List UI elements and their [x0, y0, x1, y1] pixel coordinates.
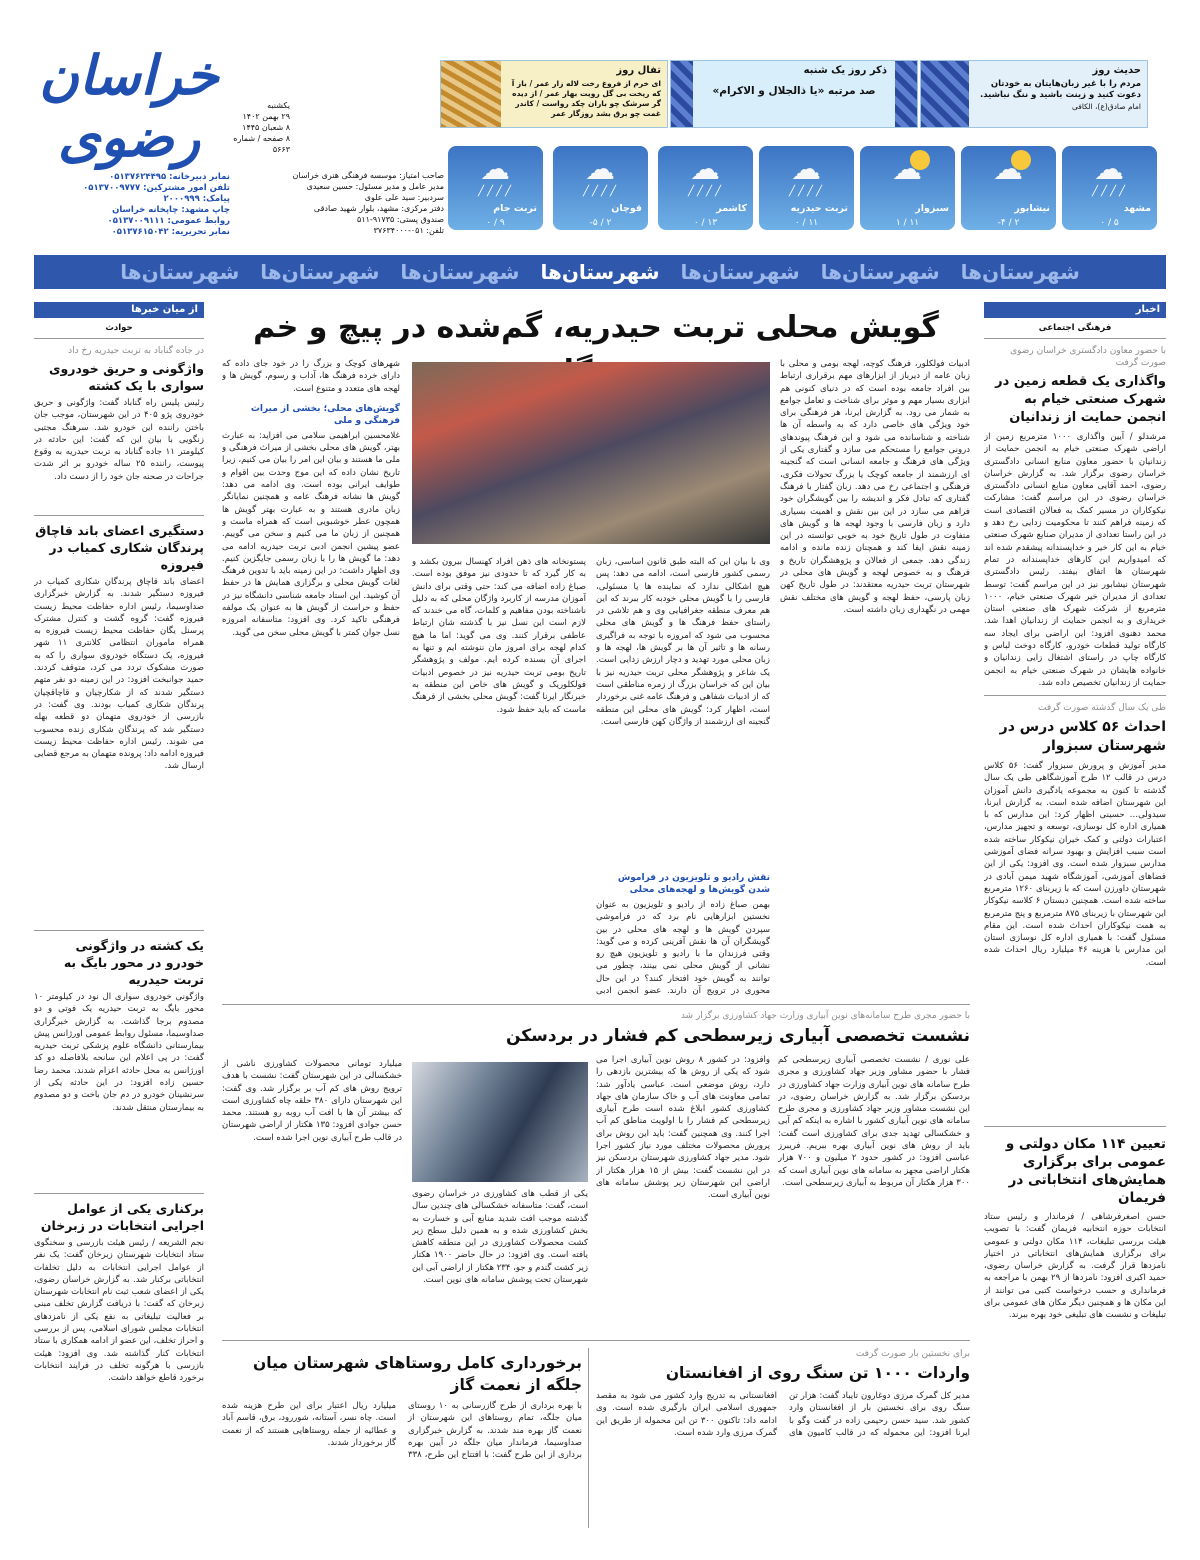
- contact-info: [30, 172, 230, 238]
- lead-subhead: گویش‌های محلی؛ بخشی از میراث فرهنگی و ملی: [250, 403, 400, 426]
- colophon-line: صندوق پستی: ۹۱۷۳۵-۵۱۱: [357, 215, 444, 224]
- article-body: با بهره برداری از طرح گازرسانی به ۱۰ روستای میان جلگه، تمام روستاهای این شهرستان از نعمت گاز بهره مند شدند. به گزارش خبرگزاری صداوسیما، فرماندار میان جلگه در آیین بهره برداری از این طرح گفت: با افتتاح این طرح، ۳۳۸ میلیارد ریال اعتبار برای این طرح هزینه شده است. چاه نسر، آستانه، شوررود، برق، قاسم آباد و عطائیه از جمله روستاهایی هستند که از نعمت گاز برخوردار شدند.: [222, 1401, 582, 1461]
- banner-label: شهرستان‌ها: [400, 260, 520, 284]
- contact-line: روابط عمومی: ۰۵۱۳۷۰۰۹۱۱۱: [107, 216, 230, 226]
- zekr-text: صد مرتبه «یا ذالجلال و الاکرام»: [712, 85, 876, 97]
- section-tag: حوادث: [105, 323, 133, 333]
- weather-card: ☁ ╱╱╱╱ تربت جام ۰ / ۹: [448, 146, 543, 230]
- colophon-line: سردبیر: سید علی علوی: [364, 193, 444, 202]
- weather-city: مشهد: [1123, 203, 1151, 214]
- weather-city: کاشمر: [716, 203, 747, 214]
- divider: [588, 1348, 589, 1528]
- contact-line: نمابر دبیرخانه: ۰۵۱۳۷۶۲۴۴۹۵: [109, 172, 230, 182]
- weather-city: سبزوار: [915, 203, 949, 214]
- article-title[interactable]: نشست تخصصی آبیاری زیرسطحی کم فشار در بردسکن: [505, 1026, 970, 1046]
- article-title[interactable]: احداث ۵۶ کلاس درس در شهرستان سبزوار: [999, 719, 1166, 754]
- article-title[interactable]: یک کشته در واژگونی خودرو در محور بایگ به تربت حیدریه: [63, 938, 204, 987]
- calligraphy-icon: [441, 61, 501, 128]
- weather-city: قوچان: [611, 203, 642, 214]
- article-kicker: در جاده گناباد به تربت حیدریه رخ داد: [68, 346, 204, 356]
- issue-date-hijri: ۸ شعبان ۱۴۴۵: [242, 123, 290, 132]
- contact-line: نمابر تحریریه: ۰۵۱۳۷۶۱۵۰۴۲: [111, 227, 230, 237]
- article-kicker: با حضور مجری طرح سامانه‌های نوین آبیاری وزارت جهاد کشاورزی برگزار شد: [680, 1011, 970, 1021]
- rain-icon: ☁: [1094, 152, 1124, 187]
- weather-card: ☁ ╱╱╱╱ تربت حیدریه ۰ / ۱۱: [759, 146, 854, 230]
- banner-label: شهرستان‌ها: [960, 260, 1080, 284]
- article-body: مدیر آموزش و پرورش سبزوار گفت: ۵۶ کلاس درس در قالب ۱۲ طرح آموزشگاهی طی یک سال گذشته تا کنون به مجموعه یادگیری دانش آموزان این شهرستان اضافه شده است. به گزارش ایرنا، سیدولی… حسینی اظهار کرد: این مدارس که با همیاری اداره کل نوسازی، توسعه و تجهیز مدارس، اعتبارات دولتی و کمک خیران نیکوکار ساخته شده است سبب افزایش و بهبود سرانه فضای آموزشی مدارس سبزوار شده است. وی افزود: یکی از این فضاهای آموزشی، آموزشگاه شهید میمن آبادی در شهرستان داورزن است که با زیربنای ۱۲۶۰ مترمربع ساخته شده است. همچنین دبستان ۶ کلاسه نیکوکار این شهرستان با زیربنای ۸۷۵ مترمربع و پنج مترمربع به همت نیکوکاران احداث شده است. این مقام مسئول گفت: با همیاری اداره کل نوسازی استان این مدارس با هزینه ۴۶ میلیارد ریال احداث شده است.: [984, 761, 1166, 968]
- rain-icon: ☁: [791, 152, 821, 187]
- weather-temp: ۰ / ۱۳: [693, 218, 718, 228]
- weather-temp: -۵ / ۲: [589, 218, 612, 228]
- sun-cloud-icon: ☁: [892, 152, 922, 187]
- left-column: [34, 302, 204, 1467]
- divider: [222, 1340, 970, 1341]
- ornament-icon: [921, 61, 969, 128]
- contact-line: تلفن امور مشترکین: ۰۵۱۳۷۰۰۹۷۷۷: [83, 183, 230, 193]
- lead-body-col: ادبیات فولکلور، فرهنگ کوچه، لهجه بومی و محلی با زبان عامه از دیرباز از ابزارهای مهم برقراری ارتباط بین افراد جامعه بوده است که در دنیای کنونی هم ابزاری بسیار مهم و موثر برای شناخت و تعامل جوامع به شمار می رود. به گزارش ایرنا، هر فرهنگی برای خود ویژگی های خاصی دارد که به واسطه آن ها شناخته و شناسانده می شود و این فرهنگ پیوندهای درونی جوامع را مستحکم می سازد و گفتاری یکی از ویژگی های فرهنگ و جامعه انسانی است که گنجینه ای ارزشمند از جامعه کوچک یا بزرگ تحولات فکری، فرهنگی و اجتماعی رخ می دهد. زبان گفتار با فرهنگ گفتاری که تبادل فکر و اندیشه را بین گویشگران خود فراهم می سازد در این بین نقش و اهمیت بسیاری دارد و زبان فارسی با وجود لهجه ها و گویش های متفاوت در طول تاریخ خود به خوبی توانسته در این زمینه نقش ایفا کند و همچنان زنده مانده و ادامه زندگی دهد. جمعی از فعالان و پژوهشگران تاریخ و فرهنگ و به خصوص لهجه و گویش های محلی در شهرستان تربت حیدریه معتقدند: در طول تاریخ کهن زبان پارسی، حفظ لهجه و گویش های مختلف نقش مهمی در نگهداری زبان داشته است.: [780, 359, 970, 615]
- lead-headline[interactable]: گویش محلی تربت حیدریه، گم‌شده در پیچ و خم: [253, 310, 939, 345]
- colophon-line: صاحب امتیاز: موسسه فرهنگی هنری خراسان: [292, 171, 444, 180]
- hadith-box: [920, 60, 1148, 128]
- article-kicker: با حضور معاون دادگستری خراسان رضوی صورت گرفت: [1010, 346, 1166, 368]
- weather-card: ☁ ╱╱╱╱ مشهد ۰ / ۵: [1062, 146, 1157, 230]
- lead-subhead: نقش رادیو و تلویزیون در فراموش شدن گویش‌ها و لهجه‌های محلی: [617, 873, 770, 895]
- banner-label-active: شهرستان‌ها: [540, 260, 660, 284]
- banner-label: شهرستان‌ها: [260, 260, 380, 284]
- issue-day: یکشنبه: [267, 101, 290, 110]
- hadith-title: حدیث روز: [1092, 65, 1141, 76]
- right-column: [984, 302, 1166, 1511]
- sun-cloud-icon: ☁: [993, 152, 1023, 187]
- lead-body-col: شهرهای کوچک و بزرگ را در خود جای داده که دارای خرده فرهنگ ها، آداب و رسوم، گویش ها و لهجه های متعدد و متنوع است.: [222, 359, 400, 394]
- contact-line: چاپ مشهد: چاپخانه خراسان: [112, 205, 230, 215]
- article-title[interactable]: برخورداری کامل روستاهای شهرستان میان جلگه از نعمت گاز: [253, 1354, 582, 1394]
- colophon: [238, 170, 444, 236]
- article-body: یکی از قطب های کشاورزی در خراسان رضوی است، گفت: متاسفانه خشکسالی های چندین سال گذشته موجب افت شدید منابع آبی و خسارت به بخش کشاورزی شده و به همین دلیل سطح زیر کشت محصولات کشاورزی در این منطقه کاهش یافته است. وی افزود: در حال حاضر ۱۹۰۰ هکتار زیر کشت گندم و جو، ۲۳۴ هکتار از اراضی آبی این شهرستان تحت پوشش سامانه های نوین است.: [412, 1189, 588, 1286]
- weather-temp: ۰ / ۵: [1100, 218, 1119, 228]
- ornament-icon: [895, 61, 917, 128]
- article-kicker: طی یک سال گذشته صورت گرفت: [1038, 703, 1166, 713]
- issue-date-block: [230, 100, 290, 155]
- weather-card: [961, 146, 1056, 230]
- weather-temp: -۴ / ۲: [997, 218, 1020, 228]
- article-title[interactable]: دستگیری اعضای باند قاچاق پرندگان شکاری کمیاب در فیروزه: [35, 523, 204, 572]
- hadith-source: امام صادق(ع)، الکافی: [1072, 102, 1141, 111]
- article-body: نجم الشریعه / رئیس هیئت بازرسی و سخنگوی ستاد انتخابات شهرستان زبرخان گفت: یک نفر از عوامل اجرایی انتخابات به دلیل تخلفات انتخاباتی برکنار شد. به گزارش خراسان رضوی، یکی از اعضای شعب ثبت نام انتخابات شهرستان زبرخان که گفت: با دریافت گزارش تخلف مبنی بر فعالیت تبلیغاتی به نفع یکی از نامزدهای انتخابات مجلس شورای اسلامی، پس از بررسی و احراز تخلف، این عضو از ادامه همکاری با ستاد انتخابات کنار گذاشته شد. وی افزود: هیئت بازرسی با هرگونه تخلف در فرایند انتخابات برخورد قاطع خواهد داشت.: [34, 1238, 204, 1384]
- weather-city: تربت جام: [493, 203, 537, 214]
- zekr-title: ذکر روز یک شنبه: [803, 65, 887, 76]
- zekr-box: [670, 60, 918, 128]
- article-title[interactable]: واژگونی و حریق خودروی سواری با یک کشته: [49, 361, 204, 393]
- rain-icon: ☁: [585, 152, 615, 187]
- colophon-line: مدیر عامل و مدیر مسئول: حسین سعیدی: [306, 182, 444, 191]
- article-title[interactable]: برکناری یکی از عوامل اجرایی انتخابات در زبرخان: [40, 1201, 204, 1233]
- mid-photo: [412, 1062, 588, 1182]
- contact-line: پیامک: ۲۰۰۰۹۹۹: [163, 194, 230, 204]
- fal-box: [440, 60, 668, 128]
- colophon-line: دفتر مرکزی: مشهد، بلوار شهید صادقی: [313, 204, 444, 213]
- colophon-line: تلفن: ۰۵۱-۳۷۶۳۴۰۰۰: [373, 226, 444, 235]
- banner-label: شهرستان‌ها: [680, 260, 800, 284]
- newspaper-logo: خراسان رضوی: [39, 43, 219, 169]
- lead-col2: [596, 556, 770, 996]
- article-body: مرشدلو / آیین واگذاری ۱۰۰۰ مترمربع زمین از اراضی شهرک صنعتی خیام به انجمن حمایت از زندانیان با حضور معاون منابع انسانی دادگستری خراسان رضوی برگزار شد. به گزارش خراسان رضوی، احمد آقایی معاون منابع انسانی دادگستری خراسان رضوی در این مراسم گفت: مشارکت نیکوکاران در مسیر کمک به فعالان اقتصادی است که زمینه فراهم کنند تا محکومیت زدایی رخ دهد و در این راستا تعدادی از مدیران صنایع شهرک صنعتی خیام به این کار خیر و خداپسندانه پیشقدم شده اند که امیدواریم این کارهای خداپسندانه در تمام شهرستان ها اتفاق بیفتد. رئیس دادگستری شهرستان نیشابور نیز در این مراسم گفت: توسط تعدادی از مدیران خیر شهرک صنعتی خیام، ۱۰۰۰ مترمربع از شرکت شهرک های صنعتی استان خریداری و به انجمن حمایت از زندانیان اهدا شد. محمد دهنوی افزود: این اراضی برای ایجاد سه کارگاه تولید قطعات خودرو، کارگاه دوخت لباس و کارگاه چاپ در راستای اشتغال زایی زندانیان و خانواده هایشان در شهرک صنعتی خیام به انجمن حمایت از زندانیان تخصیص داده شد.: [984, 432, 1166, 688]
- weather-temp: ۰ / ۹: [486, 218, 505, 228]
- weather-card: ☁ ╱╱╱╱ کاشمر ۰ / ۱۳: [658, 146, 753, 230]
- fal-text: ای خرم از فروغ رخت لاله زار عمر / باز آ که ریخت بی گل رویت بهار عمر / از دیده گر سرشک چو باران چکد رواست / کاندر غمت چو برق بشد روزگار عمر: [511, 79, 661, 118]
- article-body: علی نوری / نشست تخصصی آبیاری زیرسطحی کم فشار با حضور مشاور وزیر جهاد کشاورزی و مجری طرح سامانه های نوین آبیاری وزارت جهاد کشاورزی در بردسکن برگزار شد. به گزارش خراسان رضوی، در این نشست مشاور وزیر جهاد کشاورزی و مجری طرح سامانه های نوین آبیاری کشور با اشاره به اینکه کم آبی و خشکسالی تهدید جدی برای کشاورزی است گفت: باید از روش های نوین آبیاری بهره ببریم. فریبرز عباسی افزود: در کشور حدود ۲ میلیون و ۷۰۰ هزار هکتار اراضی مجهز به سامانه های نوین آبیاری است که ۳۰۰ هزار هکتار آن مربوط به آبیاری زیرسطحی است.: [778, 1055, 970, 1188]
- weather-city: نیشابور: [1014, 203, 1050, 214]
- rain-icon: ☁: [480, 152, 510, 187]
- hadith-text: مردم را با غیر زبان‌هایتان به خودتان دعوت کنید و زینت باشید و ننگ نباشید.: [980, 79, 1141, 100]
- banner-label: شهرستان‌ها: [120, 260, 240, 284]
- weather-temp: ۰ / ۱۱: [794, 218, 819, 228]
- article-title[interactable]: تعیین ۱۱۴ مکان دولتی و عمومی برای برگزاری همایش‌های انتخاباتی در فریمان: [1005, 1136, 1166, 1206]
- article-title[interactable]: واردات ۱۰۰۰ تن سنگ روی از افغانستان: [665, 1364, 970, 1382]
- lead-photo: [412, 362, 770, 544]
- lead-body-col: پستونخانه های ذهن افراد کهنسال بیرون بکشد و به کار گیرد که تا حدودی نیز موفق بوده است. صباغ زاده اضافه می کند: حتی وقتی برای دانش آموزان مدرسه از کاربرد واژگان محلی که به دلیل ناشناخته بودن مفاهیم و کلمات، گاه می خندند که لازم است این نسل نیز با گذشته شان ارتباط عاطفی برقرار کنند. وی می گوید: اما ما هیچ کدام لهجه برای امروز مان ننوشته ایم و تنها به اجرای آن بسنده کرده ایم. مولف و پژوهشگر تاریخ بومی تربت حیدریه نیز در خصوص ادبیات فولکلوریک و گویش های خاص این منطقه به خبرنگار ایرنا گفت: گویش محلی بخشی از فرهنگ ماست که باید حفظ شود.: [412, 557, 586, 715]
- article-body: مدیر کل گمرک مرزی دوغارون تایباد گفت: هزار تن سنگ روی برای نخستین بار از افغانستان وارد کشور شد. سید حسن رحیمی زاده در گفت وگو با ایرنا افزود: این محموله که در قالب کامیون های افغانستانی به تدریج وارد کشور می شود به مقصد جمهوری اسلامی ایران بارگیری شده است. وی ادامه داد: تاکنون ۳۰۰ تن این محموله از طریق این گمرک مرزی وارد شده است.: [596, 1391, 970, 1438]
- article-title[interactable]: واگذاری یک قطعه زمین در شهرک صنعتی خیام به انجمن حمایت از زندانیان: [995, 374, 1166, 425]
- article-body: رئیس پلیس راه گناباد گفت: واژگونی و حریق خودروی پژو ۴۰۵ در این شهرستان، موجب جان باختن راننده این خودرو شد. سرهنگ مجتبی زنگویی با بیان این که گفت: این حادثه در کیلومتر ۱۱ جاده گناباد به تربت حیدریه به وقوع پیوست، راننده ۲۵ ساله خودرو بر اثر شدت جراحات در صحنه جان خود را از دست داد.: [34, 398, 204, 482]
- banner-label: شهرستان‌ها: [820, 260, 940, 284]
- lead-body-col: وی با بیان این که البته طبق قانون اساسی، زبان رسمی کشور فارسی است، ادامه می دهد: پس هیچ اشکالی ندارد که نماینده ها یا مسئولی، فارسی را با گویش محلی خودبه کار ببرند که این هم معرف منطقه جغرافیایی وی و هم تلاشی در راستای حفظ فرهنگ ها و گویش های محلی محسوب می شود که امروزه با توجه به فراگیری رسانه ها و تاثیر آن ها بر گویش ها، لهجه ها و زبان محلی مورد تهدید و دچار ارزش زدایی است. یک شاعر و پژوهشگر محلی تربت حیدریه نیز با بیان این که خراسان بزرگ از زمره مناطقی است که از ادبیات شفاهی و فرهنگ عامه غنی برخوردار است، اظهار کرد: گویش های محلی این منطقه گنجینه ای ارزشمند از واژگان کهن فارسی است.: [596, 557, 770, 727]
- weather-card: [860, 146, 955, 230]
- article-body: وافزود: در کشور ۸ روش نوین آبیاری اجرا می شود که یکی از روش ها که بیشترین بازدهی را دارد، روش موضعی است. عباسی یادآور شد: تمامی معاونت های آب و خاک سازمان های جهاد کشاورزی کشور ابلاغ شده است طرح آبیاری زیرسطحی کم فشار را با اولویت مناطق کم آب اجرا کنند. وی همچنین گفت: باید این روش برای پرورش محصولات مختلف مورد نیاز کشور اجرا شود. مدیر جهاد کشاورزی شهرستان بردسکن نیز در این نشست گفت: بیش از ۱۵ هزار هکتار از اراضی این شهرستان زیر پوشش سامانه های نوین آبیاری است.: [596, 1055, 770, 1201]
- ornament-icon: [671, 61, 693, 128]
- weather-temp: ۱ / ۱۱: [895, 218, 920, 228]
- issue-pages: ۸ صفحه / شماره ۵۶۶۳: [233, 134, 290, 154]
- section-banner: [34, 255, 1166, 289]
- lead-col4: [222, 358, 400, 998]
- section-header: از میان خبرها: [34, 302, 204, 318]
- section-tag: فرهنگی اجتماعی: [1038, 323, 1112, 333]
- article-body: واژگونی خودروی سواری ال نود در کیلومتر ۱۰ محور بایگ به تربت حیدریه یک فوتی و دو مصدوم برجا گذاشت. به گزارش خبرگزاری صداوسیما، مسئول روابط عمومی اورژانس پیش بیمارستانی دانشگاه علوم پزشکی تربت حیدریه گفت: در پی اعلام این سانحه بلافاصله دو کد اورژانس به محل حادثه اعزام شدند. محمد رضا حسین زاده افزود: در این حادثه یکی از سرنشینان خودرو در دم جان باخت و دو مصدوم به بیمارستان منتقل شدند.: [34, 992, 204, 1113]
- article-body: میلیارد تومانی محصولات کشاورزی ناشی از خشکسالی در این شهرستان گفت: نشست با هدف ترویج روش های کم آب بر برگزار شد. وی گفت: این شهرستان دارای ۳۸۰ حلقه چاه کشاورزی است که بیشتر آن ها با افت آب روبه رو هستند. محمد حسن جوادی افزود: ۱۳۵ هکتار از اراضی شهرستان در قالب طرح آبیاری نوین اجرا شده است.: [222, 1059, 402, 1143]
- fal-title: تفال روز: [616, 65, 661, 76]
- lead-body-col: غلامحسین ابراهیمی سلامی می افزاید: به عبارت بهتر، گویش های محلی بخشی از میراث فرهنگی و ملی ما هستند و بیان این امر را بیان می کنیم، زیرا تاریخ نشان داده که این موج وحدت بین اقوام و طوایف ایرانی بوده است. وی ادامه می دهد: گویش ها نشانه فرهنگ عامه و همچنین نمایانگر زبان مادری هستند و به عبارت بهتر گویش ها همچون عطر خوشبویی است که همراه ماست و همچنین از زبان ما می کنیم و سخن می گوییم. عضو پیشین انجمن ادبی تربت حیدریه ادامه می دهد: ما گویش ها را با زبان رسمی جایگزین کنیم. وی اظهار داشت: در این زمینه باید با تدوین فرهنگ لغات گویش محلی و برگزاری همایش ها در حفظ آن کوشید. این استاد جامعه شناسی دانشگاه نیز در حفظ و حراست از گویش ها به عنوان یک مولفه فرهنگی تاکید کرد. وی افزود: متاسفانه امروزه نسل جوان کمتر با گویش محلی سخن می گوید.: [222, 430, 400, 638]
- lead-body-col: بهمن صباغ زاده از رادیو و تلویزیون به عنوان نخستین ابزارهایی نام برد که در فراموشی سپردن گویش ها و لهجه های محلی در بین گویشگران آن ها نقش آفرینی کرده و می گوید: وقتی فرزندان ما با رادیو و تلویزیون هیچ رو نشانی از گویش محلی نمی بینند، چطور می توانند به گویش خود افتخار کنند؟ در این حال محوری در ترویج آن دارند. عضو انجمن ادبی: [596, 900, 770, 996]
- article-body: اعضای باند قاچاق پرندگان شکاری کمیاب در فیروزه دستگیر شدند. به گزارش خبرگزاری صداوسیما، رئیس اداره حفاظت محیط زیست فیروزه گفت: گروه گشت و کنترل مشترک پرسنل یگان حفاظت محیط زیست فیروزه به همراه ماموران انتظامی کلانتری ۱۱ شهر فیروزه، یک دستگاه خودروی سواری را که به صورت مشکوک تردد می کرد، متوقف کردند. حمید جوانبخت افزود: در این زمینه دو نفر متهم دستگیر شدند که از شکارچیان و قاچاقچیان پرندگان شکاری کمیاب بودند. وی گفت: در بازرسی از خودروی متهمان دو قطعه بهله دستگیر شد که پرندگان شکاری زنده محسوب می شوند. رئیس اداره حفاظت محیط زیست فیروزه ادامه داد: پرونده متهمان به مرجع قضایی ارسال شد.: [34, 577, 204, 772]
- article-body: حسن اصغرفرشاهی / فرماندار و رئیس ستاد انتخابات حوزه انتخابیه فریمان گفت: با تصویب هیئت بررسی تبلیغات، ۱۱۴ مکان دولتی و عمومی برای برگزاری همایش‌های انتخاباتی در اختیار نامزدها قرار گرفت. به گزارش خراسان رضوی، حمید اکبری افزود: نامزدها از ۲۹ بهمن با مراجعه به فرمانداری و حسب درخواست کتبی می توانند از این مکان ها و همچنین دیگر مکان های عمومی برای تبلیغات و نشست های تبلیغی خود بهره ببرند.: [984, 1212, 1166, 1321]
- article-kicker: برای نخستین بار صورت گرفت: [855, 1349, 970, 1359]
- weather-card: ☁ ╱╱╱╱ قوچان -۵ / ۲: [553, 146, 648, 230]
- divider: [222, 1004, 970, 1005]
- section-header: اخبار: [984, 302, 1166, 318]
- rain-icon: ☁: [690, 152, 720, 187]
- weather-city: تربت حیدریه: [790, 203, 848, 214]
- issue-date-shamsi: ۲۹ بهمن ۱۴۰۲: [242, 112, 290, 121]
